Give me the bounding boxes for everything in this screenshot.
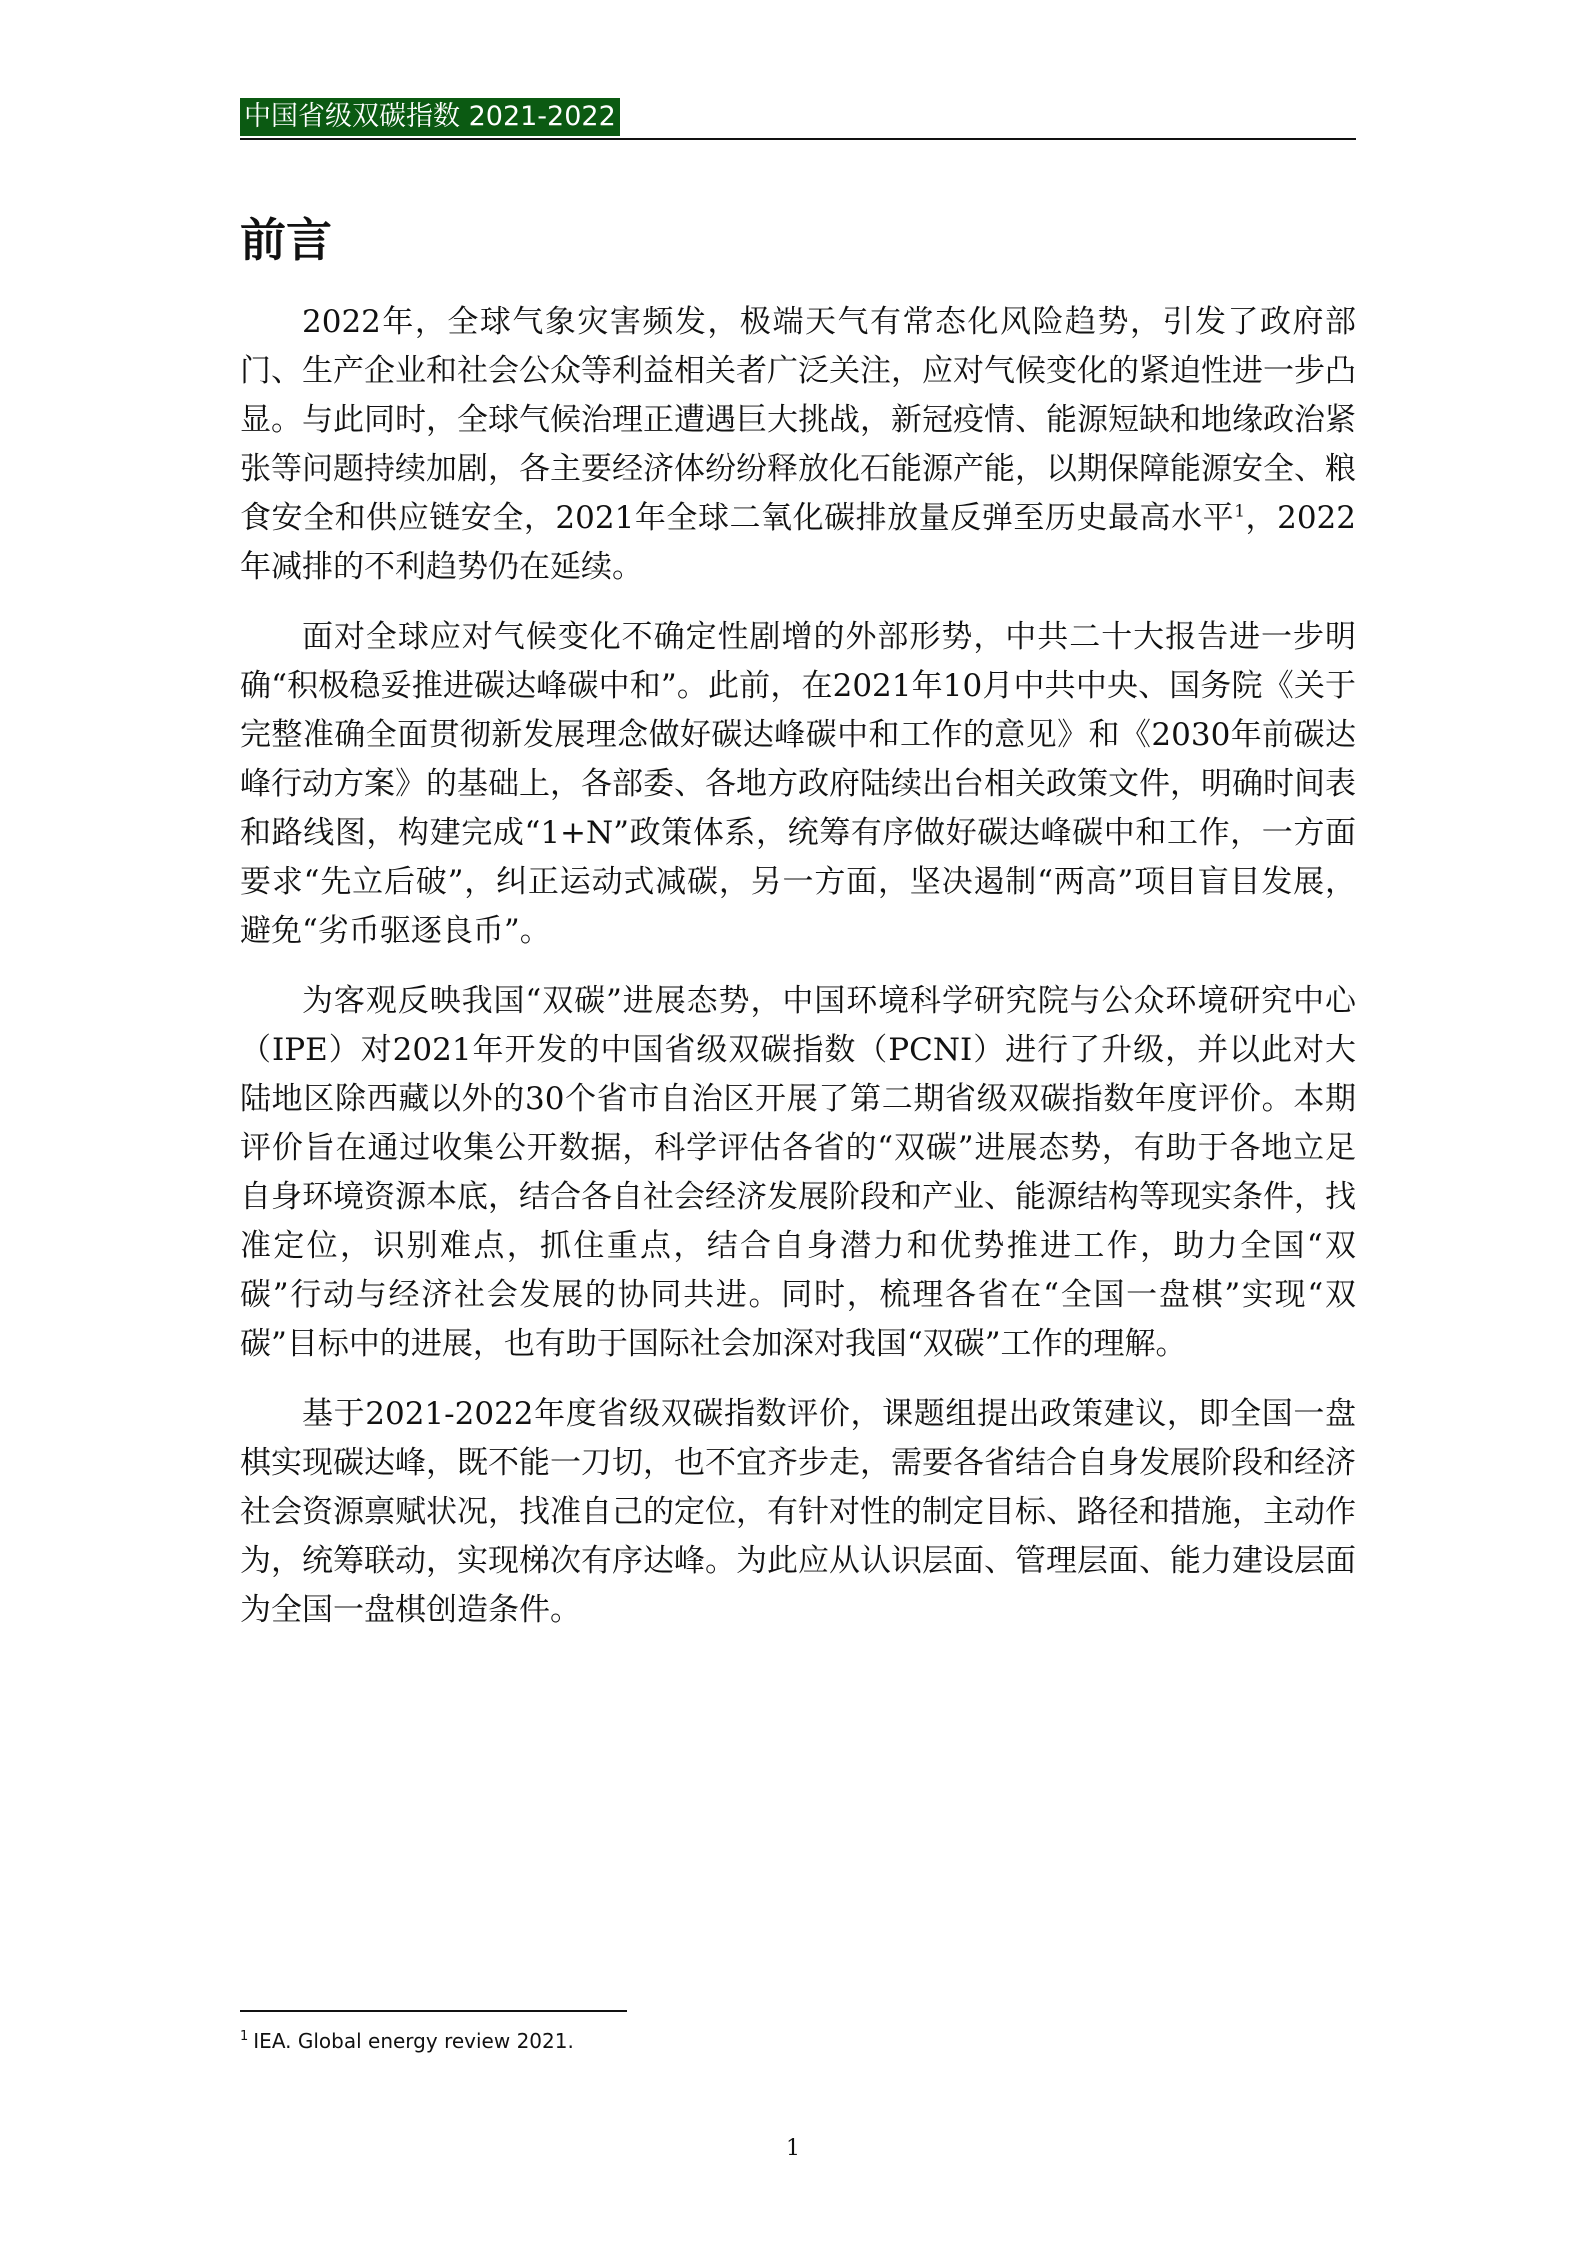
paragraph-4: 基于2021-2022年度省级双碳指数评价，课题组提出政策建议，即全国一盘棋实现碳达峰，既不能一刀切，也不宜齐步走，需要各省结合自身发展阶段和经济社会资源禀赋状况，找准自己的定位，有针对性的制定目标、路径和措施，主动作为，统筹联动，实现梯次有序达峰。为此应从认识层面、管理层面、能力建设层面为全国一盘棋创造条件。 xyxy=(240,1396,1356,1628)
paragraph-1-tail: ，2022年减排的不利趋势仍在延续。 xyxy=(240,500,1356,585)
page-title: 前言 xyxy=(240,213,332,267)
paragraph-2: 面对全球应对气候变化不确定性剧增的外部形势，中共二十大报告进一步明确“积极稳妥推进碳达峰碳中和”。此前，在2021年10月中共中央、国务院《关于完整准确全面贯彻新发展理念做好碳达峰碳中和工作的意见》和《2030年前碳达峰行动方案》的基础上，各部委、各地方政府陆续出台相关政策文件，明确时间表和路线图，构建完成“1+N”政策体系，统筹有序做好碳达峰碳中和工作，一方面要求“先立后破”，纠正运动式减碳，另一方面，坚决遏制“两高”项目盲目发展，避免“劣币驱逐良币”。 xyxy=(240,619,1356,949)
running-header xyxy=(240,98,620,136)
paragraph-3: 为客观反映我国“双碳”进展态势，中国环境科学研究院与公众环境研究中心（IPE）对2021年开发的中国省级双碳指数（PCNI）进行了升级，并以此对大陆地区除西藏以外的30个省市自治区开展了第二期省级双碳指数年度评价。本期评价旨在通过收集公开数据，科学评估各省的“双碳”进展态势，有助于各地立足自身环境资源本底，结合各自社会经济发展阶段和产业、能源结构等现实条件，找准定位，识别难点，抓住重点，结合自身潜力和优势推进工作，助力全国“双碳”行动与经济社会发展的协同共进。同时，梳理各省在“全国一盘棋”实现“双碳”目标中的进展，也有助于国际社会加深对我国“双碳”工作的理解。 xyxy=(240,983,1356,1362)
page-number: 1 xyxy=(786,2136,800,2161)
footnote-divider xyxy=(240,2010,627,2012)
footnote xyxy=(240,2026,574,2056)
paragraph-1 xyxy=(240,298,1356,592)
running-header-title: 中国省级双碳指数 2021-2022 xyxy=(244,101,616,132)
body-text xyxy=(240,298,1356,1656)
header-divider xyxy=(240,138,1356,140)
footnote-text: IEA. Global energy review 2021. xyxy=(253,2029,574,2053)
footnote-reference[interactable]: 1 xyxy=(1234,501,1246,522)
paragraph-1-text: 2022年，全球气象灾害频发，极端天气有常态化风险趋势，引发了政府部门、生产企业和社会公众等利益相关者广泛关注，应对气候变化的紧迫性进一步凸显。与此同时，全球气候治理正遭遇巨大挑战，新冠疫情、能源短缺和地缘政治紧张等问题持续加剧，各主要经济体纷纷释放化石能源产能，以期保障能源安全、粮食安全和供应链安全，2021年全球二氧化碳排放量反弹至历史最高水平 xyxy=(240,304,1356,536)
footnote-number: 1 xyxy=(240,2029,249,2045)
